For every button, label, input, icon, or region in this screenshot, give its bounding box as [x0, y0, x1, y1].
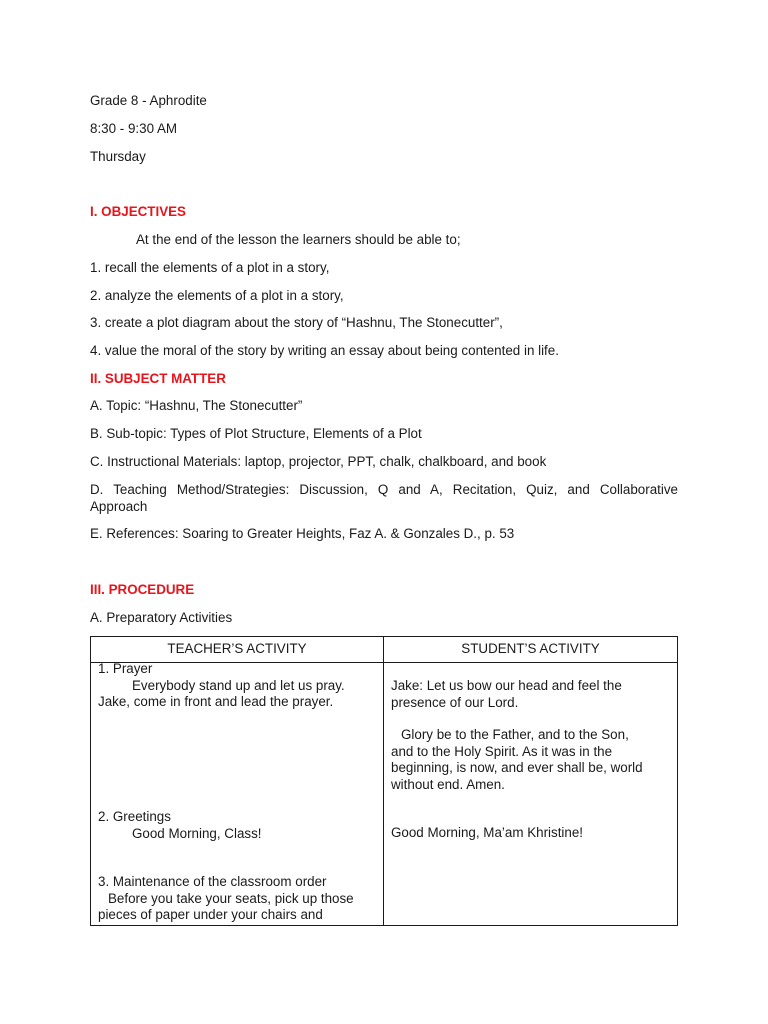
student-greetings-block	[391, 825, 670, 842]
glory-be-block	[391, 727, 670, 793]
greetings-title: 2. Greetings	[98, 809, 171, 824]
greetings-block	[98, 809, 376, 842]
maintenance-line: pieces of paper under your chairs and	[98, 907, 323, 922]
instructional-materials: C. Instructional Materials: laptop, projector, PPT, chalk, chalkboard, and book	[90, 454, 547, 469]
maintenance-block	[98, 874, 376, 924]
student-prayer-line: presence of our Lord.	[391, 694, 519, 710]
objective-item: 4. value the moral of the story by writing an essay about being contented in life.	[90, 343, 559, 358]
student-activity-cell	[384, 663, 678, 926]
references: E. References: Soaring to Greater Heights, Faz A. & Gonzales D., p. 53	[90, 526, 515, 541]
prayer-title: 1. Prayer	[98, 661, 153, 676]
student-activity-header: STUDENT’S ACTIVITY	[384, 637, 678, 663]
prayer-instruction: Jake, come in front and lead the prayer.	[98, 694, 334, 709]
objectives-heading: I. OBJECTIVES	[90, 204, 186, 219]
activities-table	[90, 636, 678, 926]
student-prayer-block	[391, 678, 670, 711]
prayer-instruction: Everybody stand up and let us pray.	[132, 677, 345, 693]
glory-be-line: and to the Holy Spirit. As it was in the	[391, 743, 613, 759]
class-section: Grade 8 - Aphrodite	[90, 93, 207, 108]
student-greetings-line: Good Morning, Ma’am Khristine!	[391, 825, 584, 840]
teaching-methods-line2: Approach	[90, 499, 148, 514]
teaching-methods	[90, 481, 678, 515]
subtopic: B. Sub-topic: Types of Plot Structure, Elements of a Plot	[90, 426, 422, 441]
glory-be-line: Glory be to the Father, and to the Son,	[401, 727, 629, 742]
student-prayer-line: Jake: Let us bow our head and feel the	[391, 678, 622, 693]
table-row	[91, 663, 678, 926]
glory-be-line: without end. Amen.	[391, 776, 505, 792]
prayer-block	[98, 661, 376, 711]
teaching-methods-line1: D. Teaching Method/Strategies: Discussion, Q and A, Recitation, Quiz, and Collaborative	[90, 482, 678, 497]
objective-item: 1. recall the elements of a plot in a story,	[90, 260, 330, 275]
procedure-heading: III. PROCEDURE	[90, 582, 195, 597]
class-time: 8:30 - 9:30 AM	[90, 121, 178, 136]
table-header-row	[91, 637, 678, 663]
glory-be-line: beginning, is now, and ever shall be, world	[391, 760, 643, 775]
class-day: Thursday	[90, 149, 146, 164]
preparatory-activities-label: A. Preparatory Activities	[90, 610, 233, 625]
topic: A. Topic: “Hashnu, The Stonecutter”	[90, 398, 303, 413]
subject-matter-heading: II. SUBJECT MATTER	[90, 371, 226, 386]
objectives-intro: At the end of the lesson the learners should be able to;	[136, 232, 461, 247]
objective-item: 3. create a plot diagram about the story of “Hashnu, The Stonecutter”,	[90, 315, 503, 330]
maintenance-title: 3. Maintenance of the classroom order	[98, 874, 327, 889]
greetings-line: Good Morning, Class!	[132, 825, 262, 841]
teacher-activity-cell	[91, 663, 384, 926]
maintenance-line: Before you take your seats, pick up those	[108, 890, 354, 906]
objective-item: 2. analyze the elements of a plot in a story,	[90, 288, 344, 303]
teacher-activity-header: TEACHER’S ACTIVITY	[91, 637, 384, 663]
